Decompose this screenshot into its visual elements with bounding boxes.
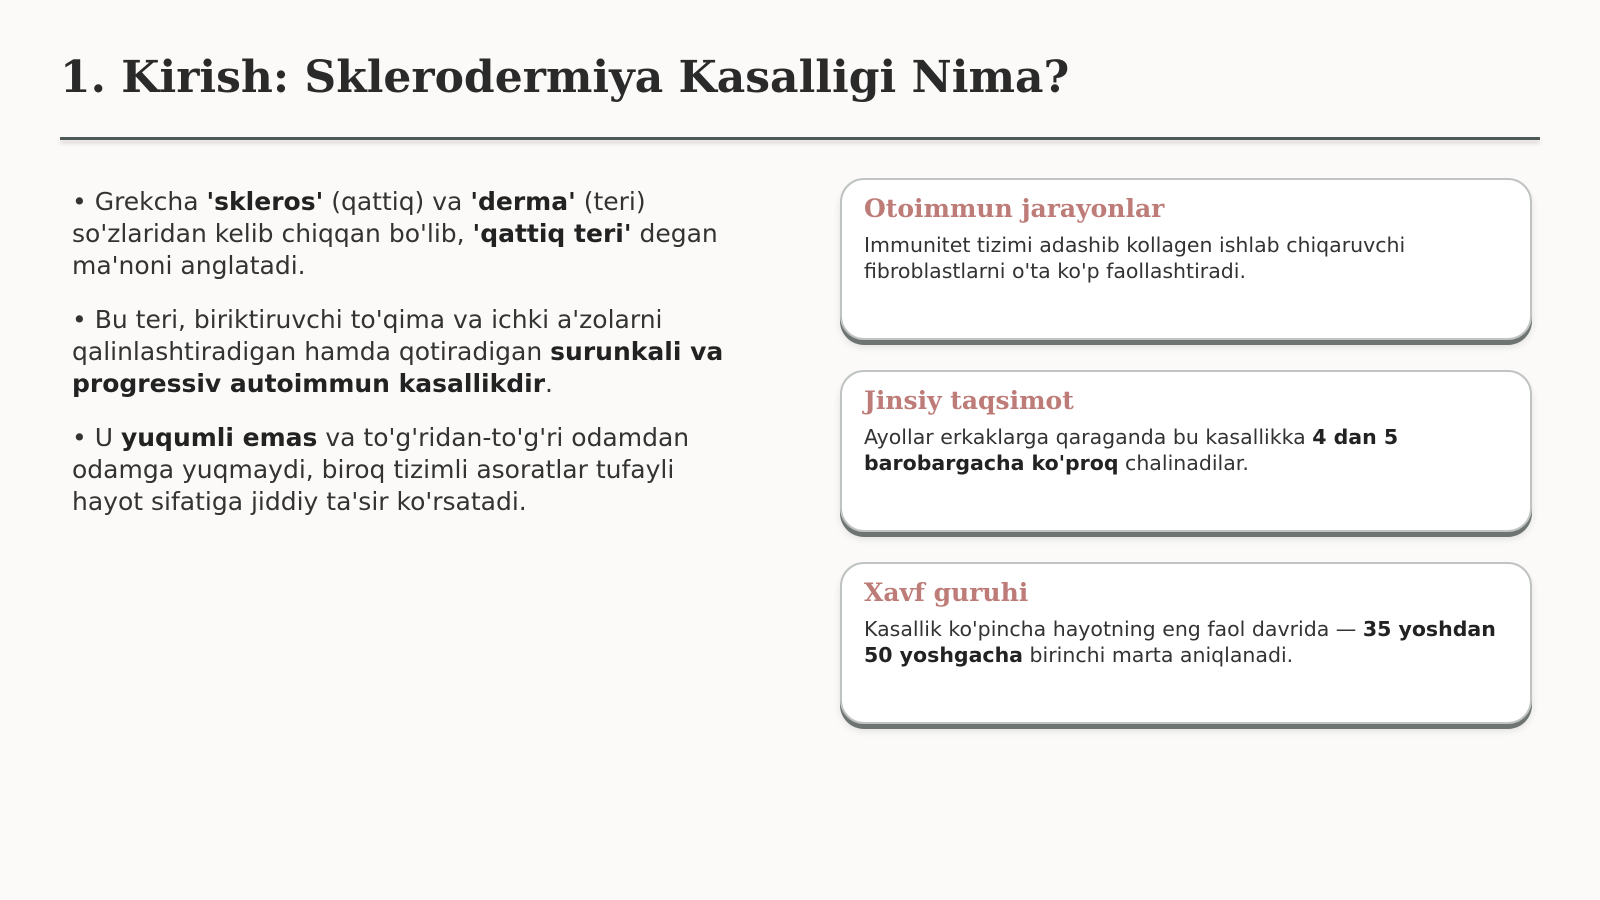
- title-divider: [60, 137, 1540, 140]
- bullet-text: • Bu teri, biriktiruvchi to'qima va ichki a'zolarni qalinlashtiradigan hamda qotiradigan: [72, 305, 663, 366]
- card-text-part: birinchi marta aniqlanadi.: [1023, 643, 1294, 667]
- card-text: [864, 616, 1508, 668]
- bullet-item-definition: [72, 304, 752, 400]
- bullet-text-bold: 'skleros': [206, 187, 324, 216]
- card-title: Otoimmun jarayonlar: [864, 194, 1165, 223]
- card-title: Xavf guruhi: [864, 578, 1029, 607]
- bullet-text: (teri) so'zlaridan kelib chiqqan bo'lib,: [72, 187, 646, 248]
- bullet-text-bold: surunkali va progressiv autoimmun kasallikdir: [72, 337, 724, 398]
- bullet-item-etymology: [72, 186, 752, 282]
- bullet-text: (qattiq) va: [323, 187, 471, 216]
- bullet-text: • U: [72, 423, 121, 452]
- card-text-part: Kasallik ko'pincha hayotning eng faol davrida —: [864, 617, 1363, 641]
- bullet-text: degan ma'noni anglatadi.: [72, 219, 718, 280]
- bullet-text-bold: yuqumli emas: [120, 423, 318, 452]
- bullet-text-bold: 'derma': [470, 187, 576, 216]
- card-text-part: Immunitet tizimi adashib kollagen ishlab chiqaruvchi fibroblastlarni o'ta ko'p faollashtiradi.: [864, 233, 1406, 283]
- bullet-item-contagion: [72, 422, 752, 518]
- card-text-bold: 35 yoshdan 50 yoshgacha: [864, 617, 1496, 667]
- slide-title: 1. Kirish: Sklerodermiya Kasalligi Nima?: [60, 52, 1070, 103]
- card-risk-group: [840, 562, 1532, 724]
- card-text: [864, 424, 1508, 476]
- bullet-list: [72, 186, 752, 540]
- card-text-bold: 4 dan 5 barobargacha ko'proq: [864, 425, 1399, 475]
- card-gender: [840, 370, 1532, 532]
- bullet-text: .: [545, 369, 553, 398]
- bullet-text: • Grekcha: [72, 187, 207, 216]
- card-autoimmune: [840, 178, 1532, 340]
- card-text-part: chalinadilar.: [1118, 451, 1249, 475]
- bullet-text: va to'g'ridan-to'g'ri odamdan odamga yuqmaydi, biroq tizimli asoratlar tufayli hayot sifatiga jiddiy ta'sir ko'rsatadi.: [72, 423, 690, 516]
- bullet-text-bold: 'qattiq teri': [472, 219, 632, 248]
- card-text-part: Ayollar erkaklarga qaraganda bu kasallikka: [864, 425, 1313, 449]
- card-title: Jinsiy taqsimot: [864, 386, 1074, 415]
- card-text: [864, 232, 1508, 284]
